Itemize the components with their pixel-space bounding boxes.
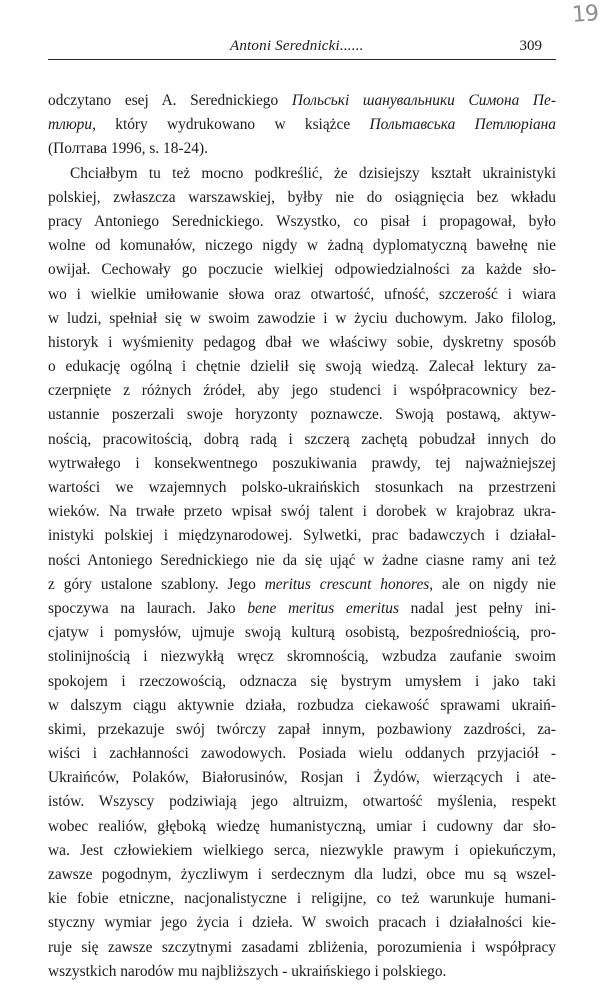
text-line — [48, 936, 556, 960]
text-run: , ale on nigdy nie — [429, 575, 556, 593]
text-run: z góry ustalone szablony. Jego — [48, 575, 265, 593]
body-text — [48, 89, 556, 984]
text-line — [48, 476, 556, 500]
text-line — [48, 863, 556, 887]
text-run: nadal jest pełny ini- — [398, 599, 556, 617]
italic-title: Польські шанувальники Симона Пе- — [291, 92, 556, 109]
text-run: stolinijnością i niezwykłą wręcz skromnością, wzbudza zaufanie swoim — [48, 648, 556, 666]
text-run: wartości we wzajemnych polsko-ukraińskich stosunkach na przestrzeni — [48, 479, 556, 496]
text-run: cjatyw i pomysłów, ujmuje swoją kulturą osobistą, bezpośredniością, pro- — [48, 624, 556, 642]
text-line — [48, 234, 556, 258]
text-line — [48, 210, 556, 234]
text-run: skimi, przekazuje swój twórczy zapał innym, pozbawiony zazdrości, za- — [48, 720, 556, 738]
text-line — [48, 549, 556, 573]
text-run: spokojem i rzeczowością, odznacza się bystrym umysłem i jako taki — [48, 672, 556, 690]
text-line — [48, 766, 556, 790]
text-run: wobec realiów, głęboką wiedzę humanistyczną, umiar i cudowny dar sło- — [48, 817, 556, 835]
handwritten-page-mark: 19 — [571, 1, 599, 28]
text-run: o edukację ogólną i chętnie dzielił się swoją wiedzą. Zalecał lektury za- — [48, 358, 556, 376]
italic-title: тлюри — [48, 116, 93, 134]
text-line — [48, 500, 556, 524]
text-run: historyk i wyśmienity pedagog dbał we właściwy sobie, dyskretny sposób — [48, 333, 556, 351]
text-line — [48, 331, 556, 355]
text-line — [48, 742, 556, 766]
text-line — [48, 137, 556, 161]
italic-title: Польтавська Петлюріана — [369, 116, 557, 134]
header-rule — [48, 59, 556, 60]
text-line — [48, 428, 556, 452]
text-run: wolne od komunałów, niczego nigdy w żadną dyplomatyczną bawełnę nie — [48, 237, 556, 255]
text-run: wiści i zachłanności zawodowych. Posiada wielu oddanych przyjaciół - — [48, 745, 556, 763]
text-run: , który wydrukowano w książce — [92, 116, 370, 134]
text-run: wa. Jest człowiekiem wielkiego serca, niezwykle prawym i opiekuńczym, — [48, 841, 556, 859]
text-run: ustannie poszerzali swoje horyzonty poznawcze. Swoją postawą, aktyw- — [48, 406, 556, 424]
text-run: (Полтава 1996, s. 18-24). — [48, 140, 208, 158]
text-line — [48, 645, 556, 669]
running-head-title: Antoni Serednicki...... — [230, 38, 364, 54]
text-run: wytrwałego i konsekwentnego poszukiwania prawdy, tej najważniejszej — [48, 454, 556, 472]
text-run: kie fobie etniczne, nacjonalistyczne i religijne, co też warunkuje humani- — [48, 890, 556, 908]
text-run: odczytano esej A. Serednickiego — [48, 92, 292, 109]
text-line — [48, 355, 556, 379]
text-line — [48, 403, 556, 427]
text-line — [48, 790, 556, 814]
text-line — [48, 911, 556, 935]
text-line — [48, 452, 556, 476]
text-line — [48, 379, 556, 403]
text-line — [48, 670, 556, 694]
text-run: ruje się zawsze szczytnymi zasadami zbliżenia, porozumienia i współpracy — [48, 938, 556, 956]
page-number: 309 — [519, 38, 542, 54]
text-line — [48, 283, 556, 307]
text-line — [48, 307, 556, 331]
text-line — [48, 162, 556, 186]
text-run: zawsze pogodnym, życzliwym i serdecznym dla ludzi, obce mu są wszel- — [48, 866, 556, 883]
text-line — [48, 694, 556, 718]
text-run: polskiej, zwłaszcza warszawskiej, byłby nie do osiągnięcia bez wkładu — [48, 188, 556, 206]
text-line — [48, 597, 556, 621]
text-run: Chciałbym tu też mocno podkreślić, że dzisiejszy kształt ukrainistyki — [70, 164, 556, 182]
text-run: ności Antoniego Serednickiego nie da się ująć w żadne ciasne ramy ani też — [48, 551, 556, 569]
text-run: pracy Antoniego Serednickiego. Wszystko, co pisał i propagował, było — [48, 212, 556, 230]
text-run: w ludzi, spełniał się w swoim zawodzie i w życiu duchowym. Jako filolog, — [48, 309, 556, 327]
text-run: nością, pracowitością, dobrą radą i szczerą zachętą pobudzał innych do — [48, 430, 556, 448]
italic-title: meritus crescunt honores — [264, 575, 430, 593]
text-line — [48, 258, 556, 282]
running-head — [48, 32, 556, 60]
text-run: wieków. Na trwałe przeto wpisał swój talent i dorobek w krajobraz ukra- — [48, 503, 556, 521]
text-line — [48, 960, 556, 984]
text-run: inistyki polskiej i międzynarodowej. Sylwetki, prac badawczych i działal- — [48, 527, 556, 545]
text-line — [48, 573, 556, 597]
text-run: owijał. Cechowały go poczucie wielkiej odpowiedzialności za każde sło- — [48, 261, 556, 279]
text-run: styczny wymiar jego życia i dzieła. W swoich pracach i działalności kie- — [48, 914, 556, 932]
text-line — [48, 839, 556, 863]
text-run: wszystkich narodów mu najbliższych - ukraińskiego i polskiego. — [48, 962, 447, 980]
text-run: Ukraińców, Polaków, Białorusinów, Rosjan i Żydów, wierzących i ate- — [48, 769, 556, 787]
text-line — [48, 89, 556, 113]
text-line — [48, 186, 556, 210]
text-run: czerpnięte z różnych źródeł, aby jego studenci i współpracownicy bez- — [48, 382, 556, 400]
text-line — [48, 621, 556, 645]
text-line — [48, 815, 556, 839]
text-line — [48, 718, 556, 742]
text-run: istów. Wszyscy podziwiają jego altruizm, otwartość myślenia, respekt — [48, 793, 556, 811]
text-run: wo i wielkie umiłowanie słowa oraz otwartość, ufność, szczerość i wiara — [48, 285, 556, 303]
text-line — [48, 524, 556, 548]
text-run: spoczywa na laurach. Jako — [48, 599, 248, 617]
italic-title: bene meritus emeritus — [247, 599, 399, 617]
text-line — [48, 113, 556, 137]
text-line — [48, 887, 556, 911]
text-run: w dalszym ciągu aktywnie działa, rozbudza ciekawość sprawami ukraiń- — [48, 696, 556, 714]
